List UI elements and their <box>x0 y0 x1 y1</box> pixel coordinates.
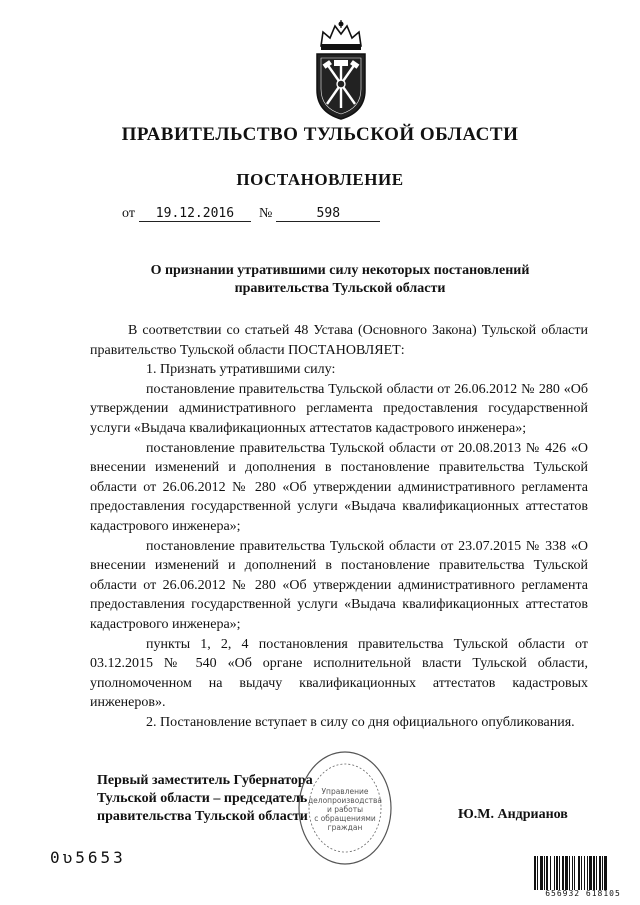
government-title: ПРАВИТЕЛЬСТВО ТУЛЬСКОЙ ОБЛАСТИ <box>121 124 519 145</box>
signatory-line-1: Первый заместитель Губернатора <box>97 773 313 788</box>
barcode-bar <box>602 856 603 890</box>
barcode-bar <box>569 856 570 890</box>
item-2-paragraph: 2. Постановление вступает в силу со дня официального опубликования. <box>146 714 575 730</box>
intro-paragraph: В соответствии со статьей 48 Устава (Основного Закона) Тульской области правительство Тульской области ПОСТАНОВЛЯЕТ: <box>90 323 588 358</box>
barcode-bar <box>581 856 582 890</box>
barcode-bar <box>565 856 568 890</box>
barcode-bar <box>546 856 548 890</box>
document-number: 598 <box>276 206 380 222</box>
coat-of-arms-emblem <box>303 20 379 122</box>
office-stamp <box>296 748 394 868</box>
item-1-heading: 1. Признать утратившими силу: <box>146 362 336 378</box>
signatory-line-2: Тульской области – председатель <box>97 791 308 806</box>
barcode-bar <box>574 856 575 890</box>
stamp-text-2: делопроизводства <box>307 796 383 805</box>
barcode-bar <box>556 856 558 890</box>
clause-3: постановление правительства Тульской области от 23.07.2015 № 338 «О внесении изменений и дополнений в постановление правительства Тульской области от 26.06.2012 № 280 «Об утверждении административного регламента предоставления государственной услуги «Выдача квалификационных аттестатов кадастрового инженера»; <box>90 538 588 632</box>
signatory-line-3: правительства Тульской области <box>97 809 308 824</box>
barcode-bar <box>572 856 573 890</box>
barcode-bar <box>596 856 597 890</box>
document-type-title: ПОСТАНОВЛЕНИЕ <box>236 170 404 189</box>
subject-line-1: О признании утратившими силу некоторых постановлений <box>150 263 530 278</box>
registration-number: 0ʋ5653 <box>50 848 126 867</box>
barcode-bar <box>599 856 601 890</box>
date-number-line <box>122 206 380 222</box>
stamp-text-1: Управление <box>321 787 369 796</box>
barcode-bar <box>544 856 545 890</box>
barcode-bar <box>562 856 564 890</box>
stamp-text-5: граждан <box>327 823 363 832</box>
date-prefix: от <box>122 206 135 221</box>
barcode-bar <box>534 856 536 890</box>
barcode-bar <box>550 856 551 890</box>
barcode-bar <box>604 856 607 890</box>
barcode-bar <box>559 856 560 890</box>
stamp-text-4: с обращениями <box>314 814 376 823</box>
signatory-name: Ю.М. Андрианов <box>458 807 568 822</box>
barcode <box>533 856 633 890</box>
barcode-bar <box>587 856 588 890</box>
clause-1: постановление правительства Тульской области от 26.06.2012 № 280 «Об утверждении административного регламента предоставления государственной услуги «Выдача квалификационных аттестатов кадастрового инженера»; <box>90 381 588 436</box>
barcode-bar <box>554 856 555 890</box>
subject-line-2: правительства Тульской области <box>234 281 446 296</box>
barcode-bar <box>578 856 580 890</box>
stamp-text-3: и работы <box>326 805 364 814</box>
barcode-bar <box>593 856 595 890</box>
number-prefix: № <box>258 206 273 221</box>
barcode-bar <box>589 856 592 890</box>
document-subject <box>90 262 590 298</box>
barcode-number: 656932 618105 <box>545 889 621 898</box>
clause-4: пункты 1, 2, 4 постановления правительства Тульской области от 03.12.2015 № 540 «Об органе исполнительной власти Тульской области, уполномоченном на выдачу квалификационных аттестатов кадастровых инженеров». <box>90 636 588 711</box>
signatory-position <box>97 772 313 826</box>
barcode-bar <box>540 856 543 890</box>
barcode-bar <box>584 856 585 890</box>
document-body <box>90 321 588 732</box>
clause-2: постановление правительства Тульской области от 20.08.2013 № 426 «О внесении изменений и дополнения в постановление правительства Тульской области от 26.06.2012 № 280 «Об утверждении административного регламента предоставления государственной услуги «Выдача квалификационных аттестатов кадастрового инженера»; <box>90 440 588 534</box>
barcode-bar <box>537 856 538 890</box>
document-date: 19.12.2016 <box>139 206 251 222</box>
